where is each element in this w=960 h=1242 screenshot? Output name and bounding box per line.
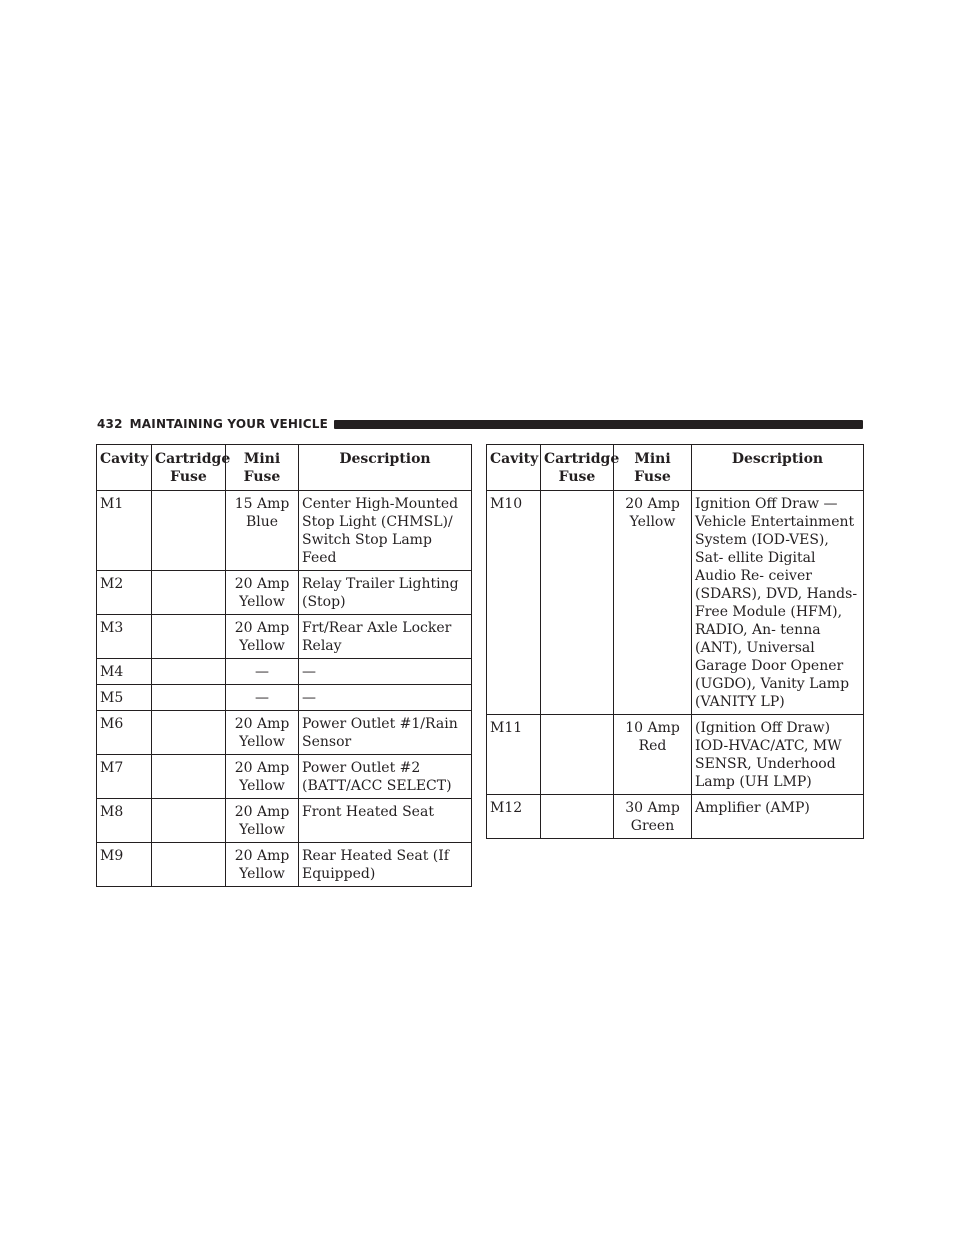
mini-fuse-cell: 20 Amp Yellow	[226, 571, 299, 615]
description-cell: Power Outlet #1/Rain Sensor	[299, 711, 472, 755]
description-cell: Ignition Off Draw — Vehicle Entertainment System (IOD-VES), Sat- ellite Digital Audio Re- ceiver (SDARS), DVD, Hands-Free Module (HFM), RADIO, An- tenna (ANT), Universal Garage Door Opener (UGDO), Vanity Lamp (VANITY LP)	[692, 491, 864, 715]
section-title: MAINTAINING YOUR VEHICLE	[129, 417, 329, 431]
mini-fuse-cell: 20 Amp Yellow	[226, 615, 299, 659]
column-header-description: Description	[692, 445, 864, 491]
cavity-cell: M12	[487, 795, 541, 839]
cavity-cell: M9	[97, 843, 152, 887]
description-cell: Power Outlet #2 (BATT/ACC SELECT)	[299, 755, 472, 799]
description-cell: Rear Heated Seat (If Equipped)	[299, 843, 472, 887]
fuse-table-left	[96, 444, 472, 887]
table-row	[487, 795, 864, 839]
cartridge-fuse-cell	[152, 843, 226, 887]
table-row	[97, 685, 472, 711]
table-row	[97, 491, 472, 571]
cartridge-fuse-cell	[152, 491, 226, 571]
cavity-cell: M6	[97, 711, 152, 755]
table-body	[487, 491, 864, 839]
description-cell: (Ignition Off Draw) IOD-HVAC/ATC, MW SENSR, Underhood Lamp (UH LMP)	[692, 715, 864, 795]
mini-fuse-cell: —	[226, 685, 299, 711]
page-number: 432	[97, 417, 123, 431]
cartridge-fuse-cell	[541, 715, 614, 795]
cavity-cell: M3	[97, 615, 152, 659]
table-row	[97, 755, 472, 799]
column-header-cartridge-fuse: Cartridge Fuse	[152, 445, 226, 491]
cavity-cell: M1	[97, 491, 152, 571]
cartridge-fuse-cell	[152, 799, 226, 843]
mini-fuse-cell: 20 Amp Yellow	[226, 755, 299, 799]
mini-fuse-cell: 20 Amp Yellow	[226, 799, 299, 843]
table-row	[487, 491, 864, 715]
cavity-cell: M8	[97, 799, 152, 843]
mini-fuse-cell: 15 Amp Blue	[226, 491, 299, 571]
cavity-cell: M10	[487, 491, 541, 715]
cartridge-fuse-cell	[541, 491, 614, 715]
table-header-row	[487, 445, 864, 491]
cartridge-fuse-cell	[152, 571, 226, 615]
cartridge-fuse-cell	[152, 711, 226, 755]
cavity-cell: M5	[97, 685, 152, 711]
column-header-mini-fuse: Mini Fuse	[614, 445, 692, 491]
cavity-cell: M4	[97, 659, 152, 685]
mini-fuse-cell: 20 Amp Yellow	[226, 711, 299, 755]
description-cell: Amplifier (AMP)	[692, 795, 864, 839]
cartridge-fuse-cell	[152, 685, 226, 711]
table-row	[97, 659, 472, 685]
table-row	[487, 715, 864, 795]
cartridge-fuse-cell	[541, 795, 614, 839]
cavity-cell: M7	[97, 755, 152, 799]
mini-fuse-cell: 30 Amp Green	[614, 795, 692, 839]
column-header-cartridge-fuse: Cartridge Fuse	[541, 445, 614, 491]
mini-fuse-cell: —	[226, 659, 299, 685]
description-cell: —	[299, 659, 472, 685]
mini-fuse-cell: 10 Amp Red	[614, 715, 692, 795]
table-row	[97, 799, 472, 843]
cartridge-fuse-cell	[152, 659, 226, 685]
table-header-row	[97, 445, 472, 491]
description-cell: Relay Trailer Lighting (Stop)	[299, 571, 472, 615]
fuse-table-right	[486, 444, 864, 839]
column-header-cavity: Cavity	[487, 445, 541, 491]
table-row	[97, 615, 472, 659]
description-cell: Center High-Mounted Stop Light (CHMSL)/ Switch Stop Lamp Feed	[299, 491, 472, 571]
cavity-cell: M2	[97, 571, 152, 615]
mini-fuse-cell: 20 Amp Yellow	[226, 843, 299, 887]
cartridge-fuse-cell	[152, 615, 226, 659]
description-cell: Frt/Rear Axle Locker Relay	[299, 615, 472, 659]
column-header-cavity: Cavity	[97, 445, 152, 491]
table-row	[97, 843, 472, 887]
description-cell: Front Heated Seat	[299, 799, 472, 843]
table-row	[97, 711, 472, 755]
description-cell: —	[299, 685, 472, 711]
header-rule	[334, 420, 863, 429]
table-row	[97, 571, 472, 615]
page-header	[97, 414, 863, 434]
cavity-cell: M11	[487, 715, 541, 795]
mini-fuse-cell: 20 Amp Yellow	[614, 491, 692, 715]
cartridge-fuse-cell	[152, 755, 226, 799]
column-header-description: Description	[299, 445, 472, 491]
table-body	[97, 491, 472, 887]
column-header-mini-fuse: Mini Fuse	[226, 445, 299, 491]
